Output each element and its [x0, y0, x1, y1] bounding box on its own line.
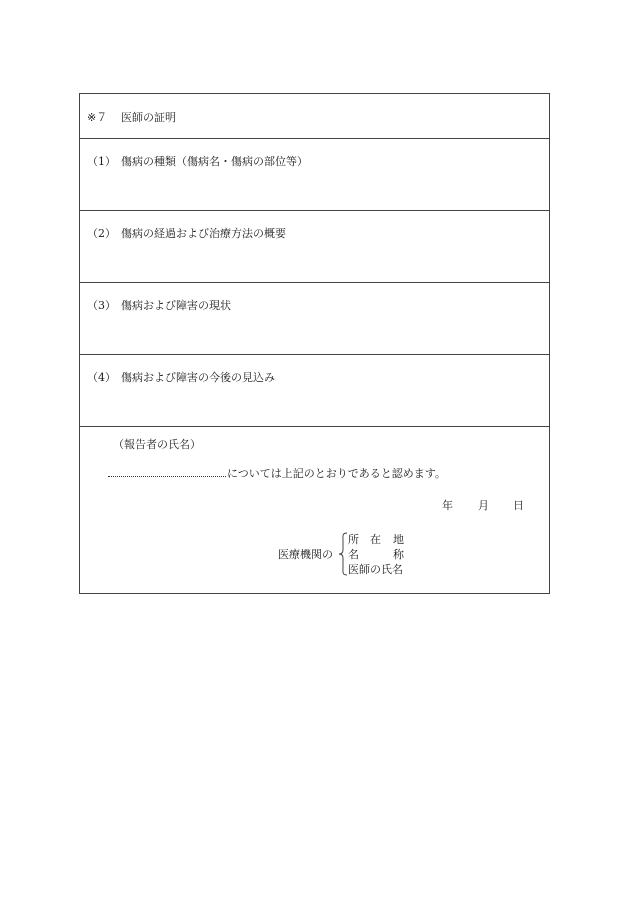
institution-label: 医療機関の	[278, 548, 333, 561]
section-treatment-overview[interactable]	[80, 211, 549, 283]
section-title: 傷病および障害の今後の見込み	[121, 371, 275, 384]
certification-statement: については上記のとおりであると認めます。	[227, 467, 446, 480]
institution-fields	[348, 532, 408, 577]
section-current-condition[interactable]	[80, 283, 549, 355]
section-prognosis[interactable]	[80, 355, 549, 427]
brace-icon	[338, 532, 348, 576]
section-label	[87, 369, 275, 385]
title-mark: ※７	[87, 111, 108, 124]
institution-name-field[interactable]: 名 称	[348, 548, 404, 561]
form-title	[87, 109, 176, 125]
certification-section	[80, 427, 549, 593]
medical-certificate-form	[79, 93, 550, 594]
title-row	[80, 94, 549, 139]
date-day[interactable]: 日	[513, 499, 524, 512]
section-number: （3）	[87, 299, 116, 312]
section-title: 傷病および障害の現状	[121, 299, 231, 312]
reporter-name-field[interactable]	[108, 463, 226, 477]
title-text: 医師の証明	[121, 111, 176, 124]
section-number: （2）	[87, 227, 116, 240]
date-year[interactable]: 年	[442, 499, 453, 512]
section-number: （1）	[87, 155, 116, 168]
section-label	[87, 225, 286, 241]
date-month[interactable]: 月	[478, 499, 489, 512]
reporter-name-label: （報告者の氏名）	[113, 438, 201, 451]
section-label	[87, 153, 308, 169]
section-title: 傷病の種類（傷病名・傷病の部位等）	[121, 155, 308, 168]
institution-address-field[interactable]: 所 在 地	[348, 533, 404, 546]
section-injury-type[interactable]	[80, 139, 549, 211]
section-label	[87, 297, 231, 313]
section-number: （4）	[87, 371, 116, 384]
doctor-name-field[interactable]: 医師の氏名	[348, 563, 403, 576]
section-title: 傷病の経過および治療方法の概要	[121, 227, 286, 240]
